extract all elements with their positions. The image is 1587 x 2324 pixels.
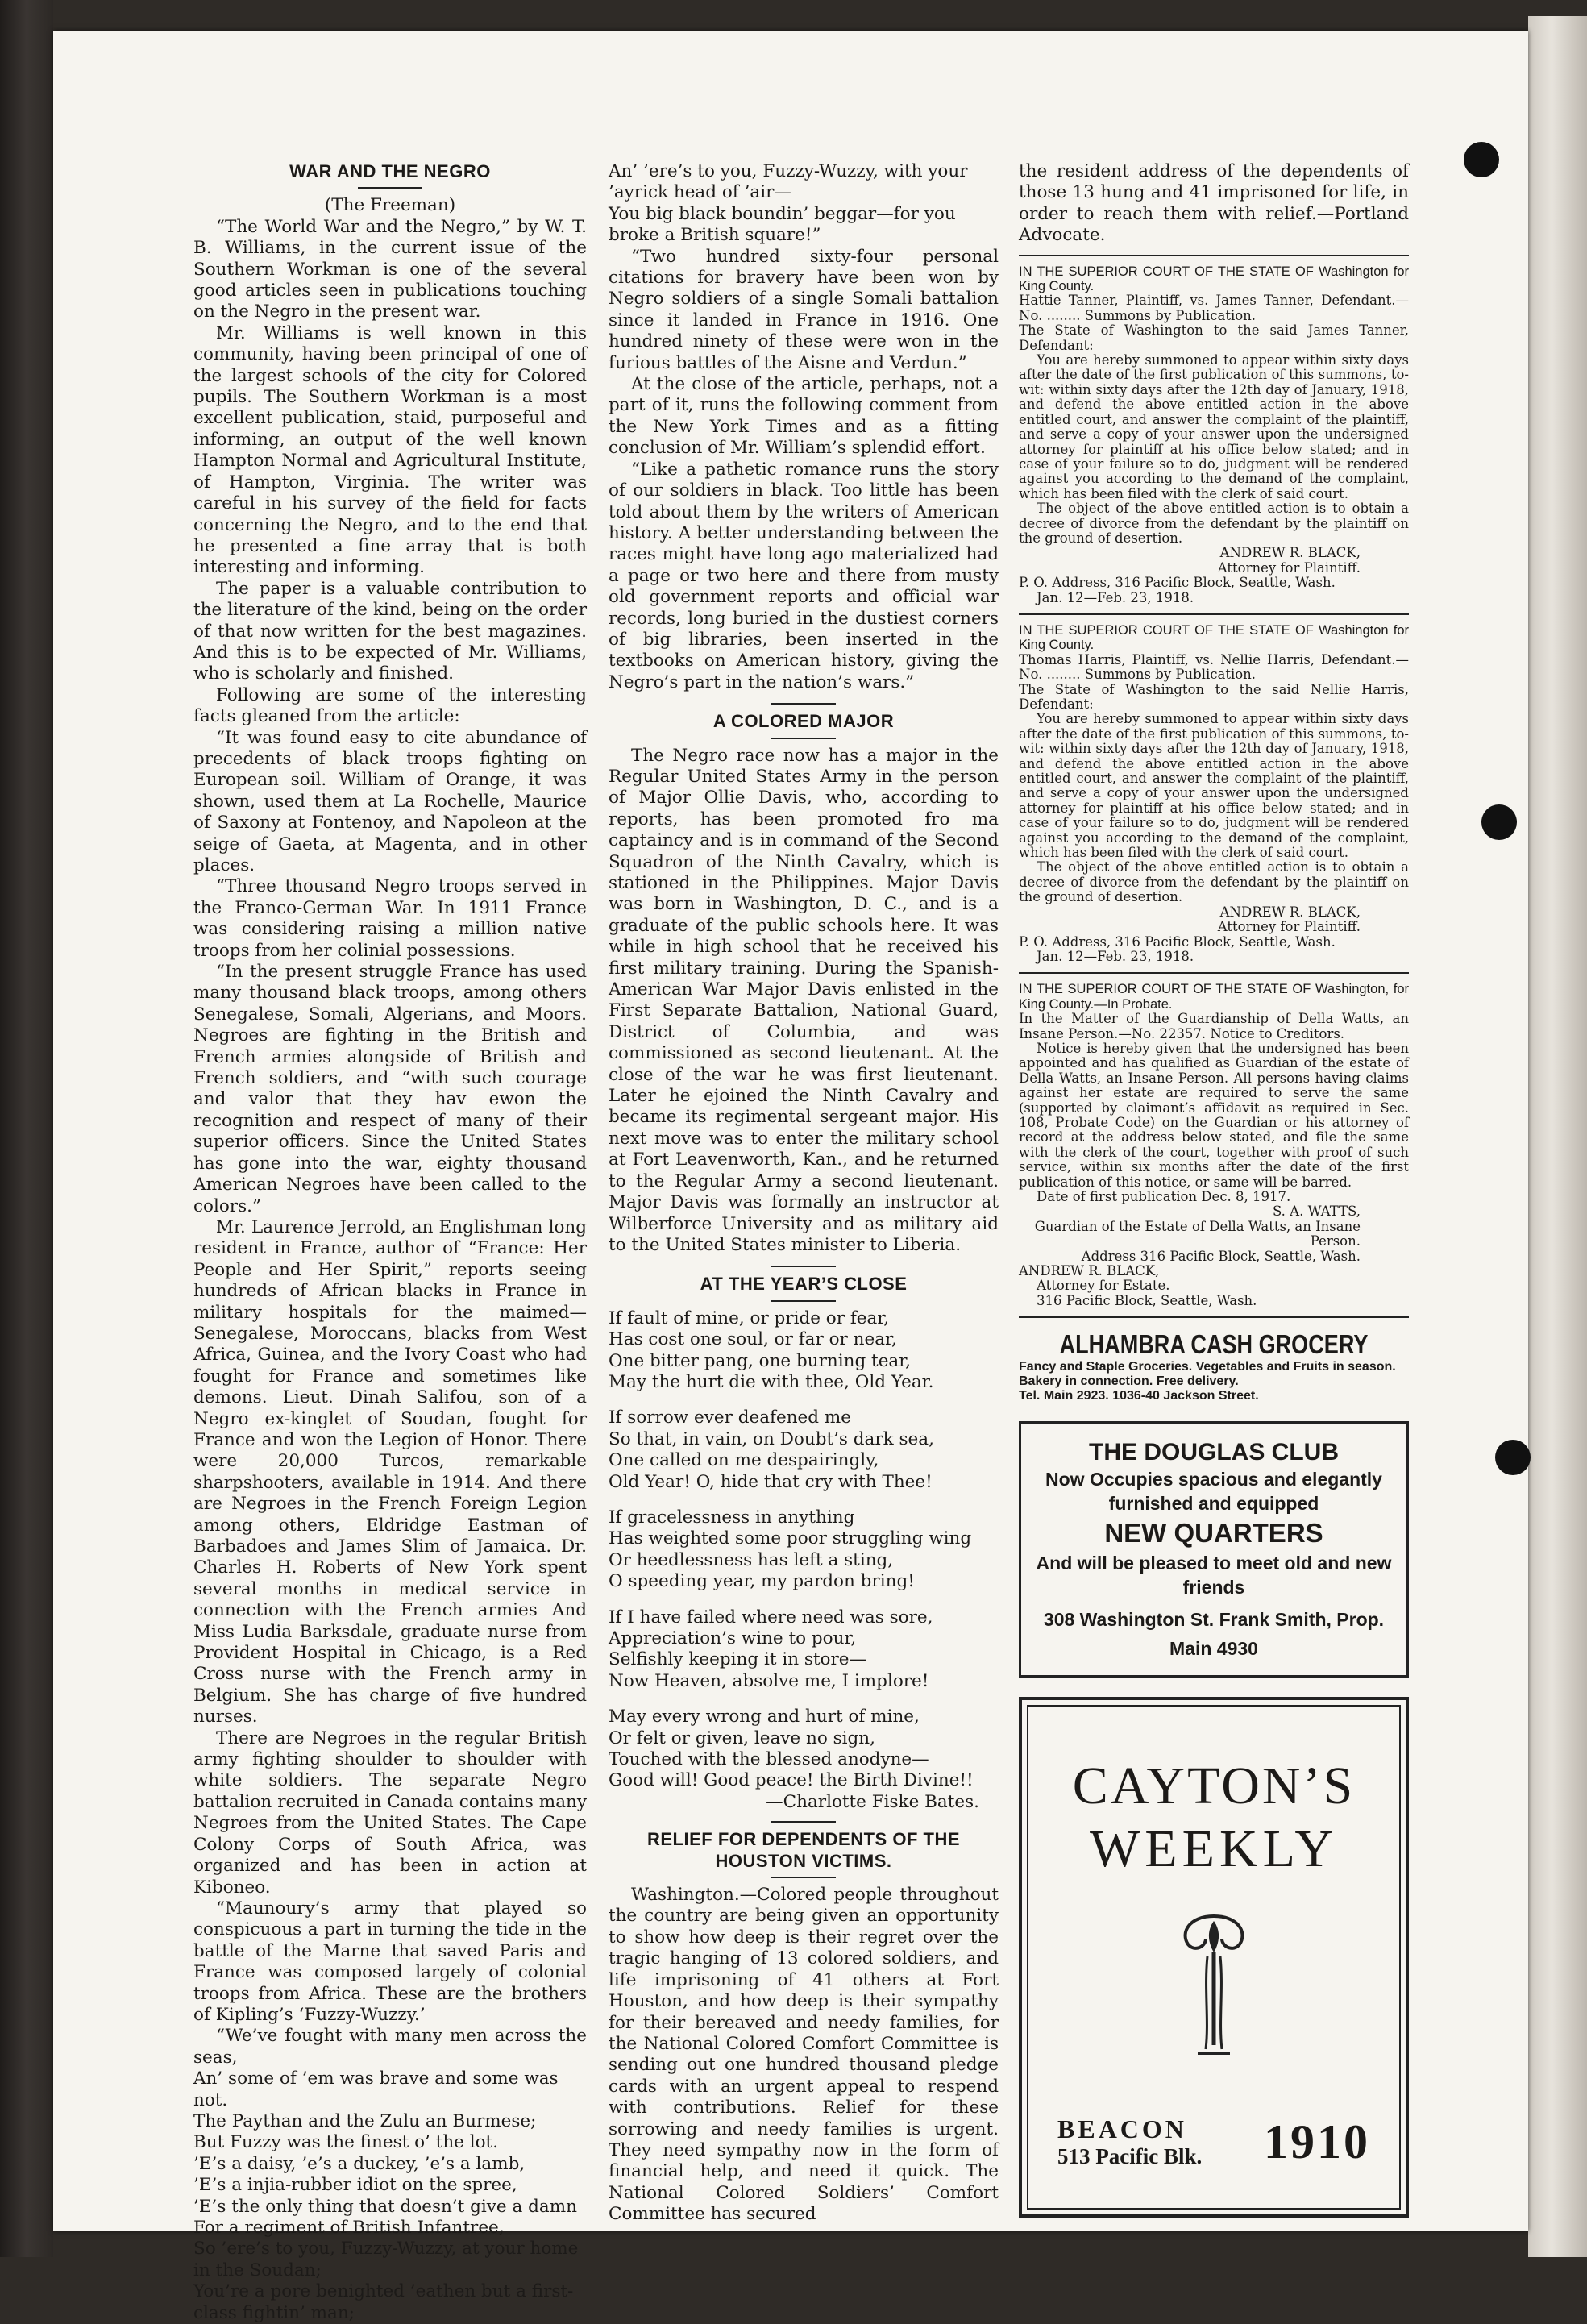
legal-line: The State of Washington to the said Nellie Harris, Defendant: (1019, 681, 1409, 712)
legal-line: You are hereby summoned to appear within sixty days after the date of the first publication of this summons, to-wit: within sixty days after the 12th day of January, 1918, and defend the above entitled action in the above entitled court, and answer the complaint of the plaintiff, and serve a copy of your answer upon the undersigned attorney for plaintiff at his office below stated; and in case of your failure so to do, judgment will be rendered against you according to the demand of the complaint, which has been filed with the clerk of said court. (1019, 711, 1409, 861)
title-rule (771, 1300, 836, 1302)
douglas-club-ad (1019, 1421, 1409, 1678)
verse-line: You’re a pore benighted ’eathen but a first-class fightin’ man; (193, 2281, 574, 2323)
divider (1019, 1316, 1409, 1318)
attorney-name: ANDREW R. BLACK, (1019, 1263, 1160, 1279)
stanza (609, 1507, 999, 1593)
verse-line: If sorrow ever deafened me (609, 1407, 851, 1428)
divider (1019, 255, 1409, 256)
ad-headline: NEW QUARTERS (1104, 1518, 1323, 1549)
legal-dates: Jan. 12—Feb. 23, 1918. (1037, 589, 1194, 605)
column-1 (193, 161, 587, 2324)
legal-notice (1019, 623, 1409, 964)
paragraph: “Three thousand Negro troops served in the Franco-German War. In 1911 France was considering raising a million native troops from her colinial possessions. (193, 876, 587, 961)
paragraph: the resident address of the dependents of those 13 hung and 41 imprisoned for life, in order to reach them with relief.—Portland Advocate. (1019, 161, 1409, 246)
ad-line: Now Occupies spacious and elegantly furnished and equipped (1045, 1469, 1382, 1515)
verse-line: If I have failed where need was sore, (609, 1607, 933, 1628)
column-2 (609, 161, 999, 2226)
paragraph: The Negro race now has a major in the Regular United States Army in the person of Major Ollie Davis, who, according to reports, has been promoted fro ma captaincy and is in command of the Second Squadron of the Ninth Cavalry, which is stationed in the Philippines. Major Davis was born in Washington, D. C., and is a graduate of the public schools here. It was while in high school that he received his first military training. During the Spanish-American War Major Davis enlisted in the First Separate Battalion, National Guard, District of Columbia, and was commissioned as second lieutenant. At the close of the war he was first lieutenant. Later he ejoined the Ninth Cavalry and became its regimental sergeant major. His next move was to enter the military school at Fort Leavenworth, Kan., and he returned to the Regular Army a second lieutenant. Major Davis was formally an instructor at Wilberforce University and as military aid to the United States minister to Liberia. (609, 745, 999, 1255)
verse-line: An’ ’ere’s to you, Fuzzy-Wuzzy, with your ’ayrick head of ’air— (609, 161, 968, 203)
verse-line: Selfishly keeping it in store— (609, 1649, 866, 1670)
article-title: A COLORED MAJOR (712, 711, 895, 732)
legal-signature: ANDREW R. BLACK, (1219, 545, 1361, 561)
legal-line: Hattie Tanner, Plaintiff, vs. James Tanner, Defendant.—No. ........ Summons by Publication. (1019, 293, 1409, 323)
alhambra-ad (1019, 1329, 1409, 1403)
paragraph: Following are some of the interesting facts gleaned from the article: (193, 684, 587, 727)
paragraph: “Maunoury’s army that played so conspicuous a part in turning the tide in the battle of the Marne that saved Paris and France was composed largely of colonial troops from Africa. These are the brothers of Kipling’s ‘Fuzzy-Wuzzy.’ (193, 1898, 587, 2025)
verse-line: ’E’s a daisy, ’e’s a duckey, ’e’s a lamb, (193, 2153, 526, 2174)
divider (1019, 613, 1409, 615)
ad-phone: 1910 (1264, 2115, 1370, 2169)
paragraph: At the close of the article, perhaps, not a part of it, runs the following comment from the New York Times and as a fitting conclusion of Mr. William’s splendid effort. (609, 374, 999, 459)
paragraph: “We’ve fought with many men across the seas, (193, 2026, 587, 2068)
ad-address: 308 Washington St. Frank Smith, Prop. (1043, 1609, 1385, 1631)
punch-hole-icon (1495, 1440, 1531, 1475)
legal-address: P. O. Address, 316 Pacific Block, Seattle, Wash. (1019, 933, 1336, 950)
section-rule (771, 1821, 836, 1823)
ad-phone: Main 4930 (1169, 1638, 1258, 1660)
legal-heading: IN THE SUPERIOR COURT OF THE STATE OF Washington for King County. (1019, 622, 1409, 653)
verse-line: Or felt or given, leave no sign, (609, 1727, 875, 1748)
legal-line: The object of the above entitled action is to obtain a decree of divorce from the defendant by the plaintiff on the ground of desertion. (1019, 501, 1409, 546)
ad-contact (1057, 2114, 1202, 2169)
paragraph: Mr. Laurence Jerrold, an Englishman long resident in France, author of “France: Her People and Her Spirit,” reports seeing hundreds of African blacks in France in military hospitals for the maimed—Senegalese, Moroccans, blacks from West Africa, Guinea, and the Ivory Coast who had fought for France and sometimes like demons. Lieut. Dinah Salifou, son of a Negro ex-kinglet of Soudan, fought for France and won the Legion of Honor. There were 20,000 Turcos, remarkable sharpshooters, available in 1914. And there are Negroes in the French Foreign Legion among others, Eldridge Eastman of Barbadoes and James Slim of Jamaica. Dr. Charles H. Roberts of New York spent several months in medical service in connection with the French armies And Miss Ludia Barksdale, graduate nurse from Provident Hospital in Chicago, is a Red Cross nurse with the French army in Belgium. She has charge of five hundred nurses. (193, 1216, 587, 1727)
caytons-weekly-ad (1019, 1697, 1409, 2218)
article-title: WAR AND THE NEGRO (289, 161, 491, 181)
poem-verse (609, 161, 999, 247)
verse-line: Touched with the blessed anodyne— (609, 1749, 929, 1770)
ad-title: ALHAMBRA CASH GROCERY (1059, 1329, 1369, 1360)
legal-notice (1019, 982, 1409, 1308)
ad-inner-frame (1027, 1705, 1401, 2210)
title-rule (771, 738, 836, 739)
verse-line: May the hurt die with thee, Old Year. (609, 1371, 934, 1392)
section-rule (771, 703, 836, 705)
attorney-title: Attorney for Estate. (1037, 1278, 1170, 1294)
legal-line: Thomas Harris, Plaintiff, vs. Nellie Harris, Defendant.—No. ........ Summons by Publication. (1019, 651, 1409, 683)
verse-line: May every wrong and hurt of mine, (609, 1707, 920, 1727)
article-source: (The Freeman) (324, 195, 456, 216)
verse-line: The Paythan and the Zulu an Burmese; (193, 2110, 537, 2131)
legal-address: P. O. Address, 316 Pacific Block, Seattle, Wash. (1019, 575, 1336, 591)
stanza (609, 1407, 999, 1493)
poem-verse (193, 2068, 587, 2324)
legal-line: The State of Washington to the said James Tanner, Defendant: (1019, 322, 1409, 353)
legal-notice (1019, 264, 1409, 605)
ad-line: Tel. Main 2923. 1036-40 Jackson Street. (1019, 1389, 1259, 1403)
paragraph: “Like a pathetic romance runs the story of our soldiers in black. Too little has been told about them by the writers of American history. A better understanding between the races might have long ago materialized had a page or two here and there from musty old government reports and official war records, long buried in the dustiest corners of big libraries, been inserted in the textbooks on American history, giving the Negro’s part in the nation’s wars.” (609, 459, 999, 692)
verse-line: For a regiment of British Infantree, (193, 2218, 505, 2238)
verse-line: So ’ere’s to you, Fuzzy-Wuzzy, at your home in the Soudan; (193, 2239, 579, 2280)
poem-author: —Charlotte Fiske Bates. (766, 1791, 979, 1812)
stanza (609, 1707, 999, 1792)
poem-title: AT THE YEAR’S CLOSE (700, 1274, 908, 1295)
paragraph: “In the present struggle France has used many thousand black troops, among others Senegalese, Somali, Algerians, and Moors. Negroes are fighting in the British and French armies alongside of British and French soldiers, and “with such courage and valor that they hav ewon the recognition and respect of many of their superior officers. Since the United States has gone into the war, eighty thousand American Negroes have been called to the colors.” (193, 962, 587, 1216)
legal-line: You are hereby summoned to appear within sixty days after the date of the first publication of this summons, to-wit: within sixty days after the 12th day of January, 1918, and defend the above entitled action in the above entitled court, and answer the complaint of the plaintiff, and serve a copy of your answer upon the undersigned attorney for plaintiff at his office below stated; and in case of your failure so to do, judgment will be rendered against you according to the demand of the complaint, which has been filed with the clerk of said court. (1019, 352, 1409, 501)
legal-heading: IN THE SUPERIOR COURT OF THE STATE OF Washington, for King County.—In Probate. (1019, 982, 1409, 1012)
column-3 (1019, 161, 1409, 2218)
verse-line: If fault of mine, or pride or fear, (609, 1308, 890, 1328)
legal-signature: Attorney for Plaintiff. (1217, 919, 1361, 935)
verse-line: O speeding year, my pardon bring! (609, 1571, 915, 1592)
legal-signature: Attorney for Plaintiff. (1217, 559, 1361, 576)
ad-title: THE DOUGLAS CLUB (1089, 1439, 1339, 1466)
legal-heading: IN THE SUPERIOR COURT OF THE STATE OF Washington for King County. (1019, 264, 1409, 294)
title-rule (358, 187, 422, 189)
legal-signature: Guardian of the Estate of Della Watts, an Insane Person. (1034, 1218, 1361, 1249)
ad-beacon: BEACON (1057, 2114, 1187, 2144)
paragraph: Washington.—Colored people throughout the country are being given an opportunity to show how deep is their regret over the tragic hanging of 13 colored soldiers, and life imprisoning of 41 others at Fort Houston, and how deep is their sympathy for their bereaved and needy families, for the National Colored Comfort Committee is sending out one hundred thousand pledge cards with an urgent appeal to respend with contributions. Relief for these sorrowing and needy families is urgent. They need sympathy now in the form of financial help, and need it quick. The National Colored Soldiers’ Comfort Committee has secured (609, 1885, 999, 2225)
page-right-edge (1528, 16, 1587, 2257)
paragraph: “The World War and the Negro,” by W. T. B. Williams, in the current issue of the Southern Workman is one of the several good articles seen in publications touching on the Negro in the present war. (193, 216, 587, 322)
attorney-address: 316 Pacific Block, Seattle, Wash. (1037, 1292, 1257, 1308)
punch-hole-icon (1464, 142, 1499, 177)
legal-dates: Jan. 12—Feb. 23, 1918. (1037, 948, 1194, 964)
paragraph: There are Negroes in the regular British army fighting shoulder to shoulder with white soldiers. The separate Negro battalion recruited in Canada contains many Negroes from the United States. The Cape Colony Corps of South Africa, was organized and has been in action at Kiboneo. (193, 1727, 587, 1898)
legal-line: Notice is hereby given that the undersigned has been appointed and has qualified as Guardian of the estate of Della Watts, an Insane Person. All persons having claims against her estate are required to serve the same (supported by claimant’s affidavit as required in Sec. 108, Probate Code) on the Guardian or his attorney of record at the address below stated, and file the same with the clerk of the court, together with proof of such service, within six months after the date of the first publication of this notice, or same will be barred. (1019, 1040, 1409, 1190)
divider (1019, 972, 1409, 974)
paragraph: Mr. Williams is well known in this community, having been principal of one of the largest schools of the city for Colored pupils. The Southern Workman is a most excellent publication, staid, purposeful and informing, an output of the well known Hampton Normal and Agricultural Institute, of Hampton, Virginia. The writer was careful in his survey of the field for facts concerning the Negro, and to the end that he presented a fine array that is both interesting and informing. (193, 322, 587, 578)
verse-line: Good will! Good peace! the Birth Divine!! (609, 1770, 974, 1791)
verse-line: Has cost one soul, or far or near, (609, 1329, 897, 1350)
stanza (609, 1607, 999, 1693)
verse-line: ’E’s the only thing that doesn’t give a damn (193, 2196, 577, 2217)
legal-signature: ANDREW R. BLACK, (1219, 904, 1361, 920)
paragraph: “Two hundred sixty-four personal citations for bravery have been won by Negro soldiers of a single Somali battalion since it landed in France in 1916. One hundred ninety of these were won in the furious battles of the Aisne and Verdun.” (609, 246, 999, 373)
verse-line: One called on me despairingly, (609, 1450, 879, 1471)
verse-line: You big black boundin’ beggar—for you broke a British square!” (609, 203, 956, 246)
title-rule (771, 1877, 836, 1878)
ad-line: Fancy and Staple Groceries. Vegetables and Fruits in season. Bakery in connection. Free delivery. (1019, 1360, 1396, 1389)
verse-line: An’ some of ’em was brave and some was not. (193, 2068, 559, 2110)
paragraph: “It was found easy to cite abundance of precedents of black troops fighting on European soil. William of Orange, it was shown, used them at La Rochelle, Maurice of Saxony at Fontenoy, and Napoleon at the seige of Gaeta, at Magenta, and in other places. (193, 727, 587, 875)
ornament-icon (1174, 1908, 1254, 2061)
verse-line: Has weighted some poor struggling wing (609, 1528, 972, 1549)
legal-address: Address 316 Pacific Block, Seattle, Wash. (1081, 1248, 1361, 1264)
verse-line: If gracelessness in anything (609, 1507, 855, 1528)
article-title: RELIEF FOR DEPENDENTS OF THE HOUSTON VICTIMS. (646, 1829, 961, 1871)
verse-line: Old Year! O, hide that cry with Thee! (609, 1471, 933, 1492)
verse-line: Appreciation’s wine to pour, (609, 1628, 857, 1648)
verse-line: So that, in vain, on Doubt’s dark sea, (609, 1428, 934, 1449)
verse-line: But Fuzzy was the finest o’ the lot. (193, 2132, 499, 2153)
verse-line: Now Heaven, absolve me, I implore! (609, 1670, 929, 1691)
legal-line: The object of the above entitled action is to obtain a decree of divorce from the defendant by the plaintiff on the ground of desertion. (1019, 859, 1409, 905)
verse-line: Or heedlessness has left a sting, (609, 1549, 894, 1570)
legal-line: In the Matter of the Guardianship of Della Watts, an Insane Person.—No. 22357. Notice to Creditors. (1019, 1011, 1409, 1041)
ad-footer (1057, 2114, 1370, 2169)
scan-left-edge (0, 0, 53, 2257)
stanza (609, 1308, 999, 1394)
paragraph: The paper is a valuable contribution to the literature of the kind, being on the order of that now written for the best magazines. And this is to be expected of Mr. Williams, who is scholarly and finished. (193, 578, 587, 684)
ad-title: CAYTON’S (1072, 1757, 1356, 1816)
ad-line: And will be pleased to meet old and new friends (1036, 1553, 1392, 1599)
legal-signature: S. A. WATTS, (1272, 1204, 1361, 1220)
legal-line: Date of first publication Dec. 8, 1917. (1037, 1189, 1291, 1204)
verse-line: ’E’s a injia-rubber idiot on the spree, (193, 2175, 517, 2196)
verse-line: One bitter pang, one burning tear, (609, 1350, 911, 1371)
punch-hole-icon (1481, 804, 1517, 840)
ad-address: 513 Pacific Blk. (1057, 2144, 1203, 2169)
section-rule (771, 1266, 836, 1267)
ad-title: WEEKLY (1090, 1819, 1338, 1879)
